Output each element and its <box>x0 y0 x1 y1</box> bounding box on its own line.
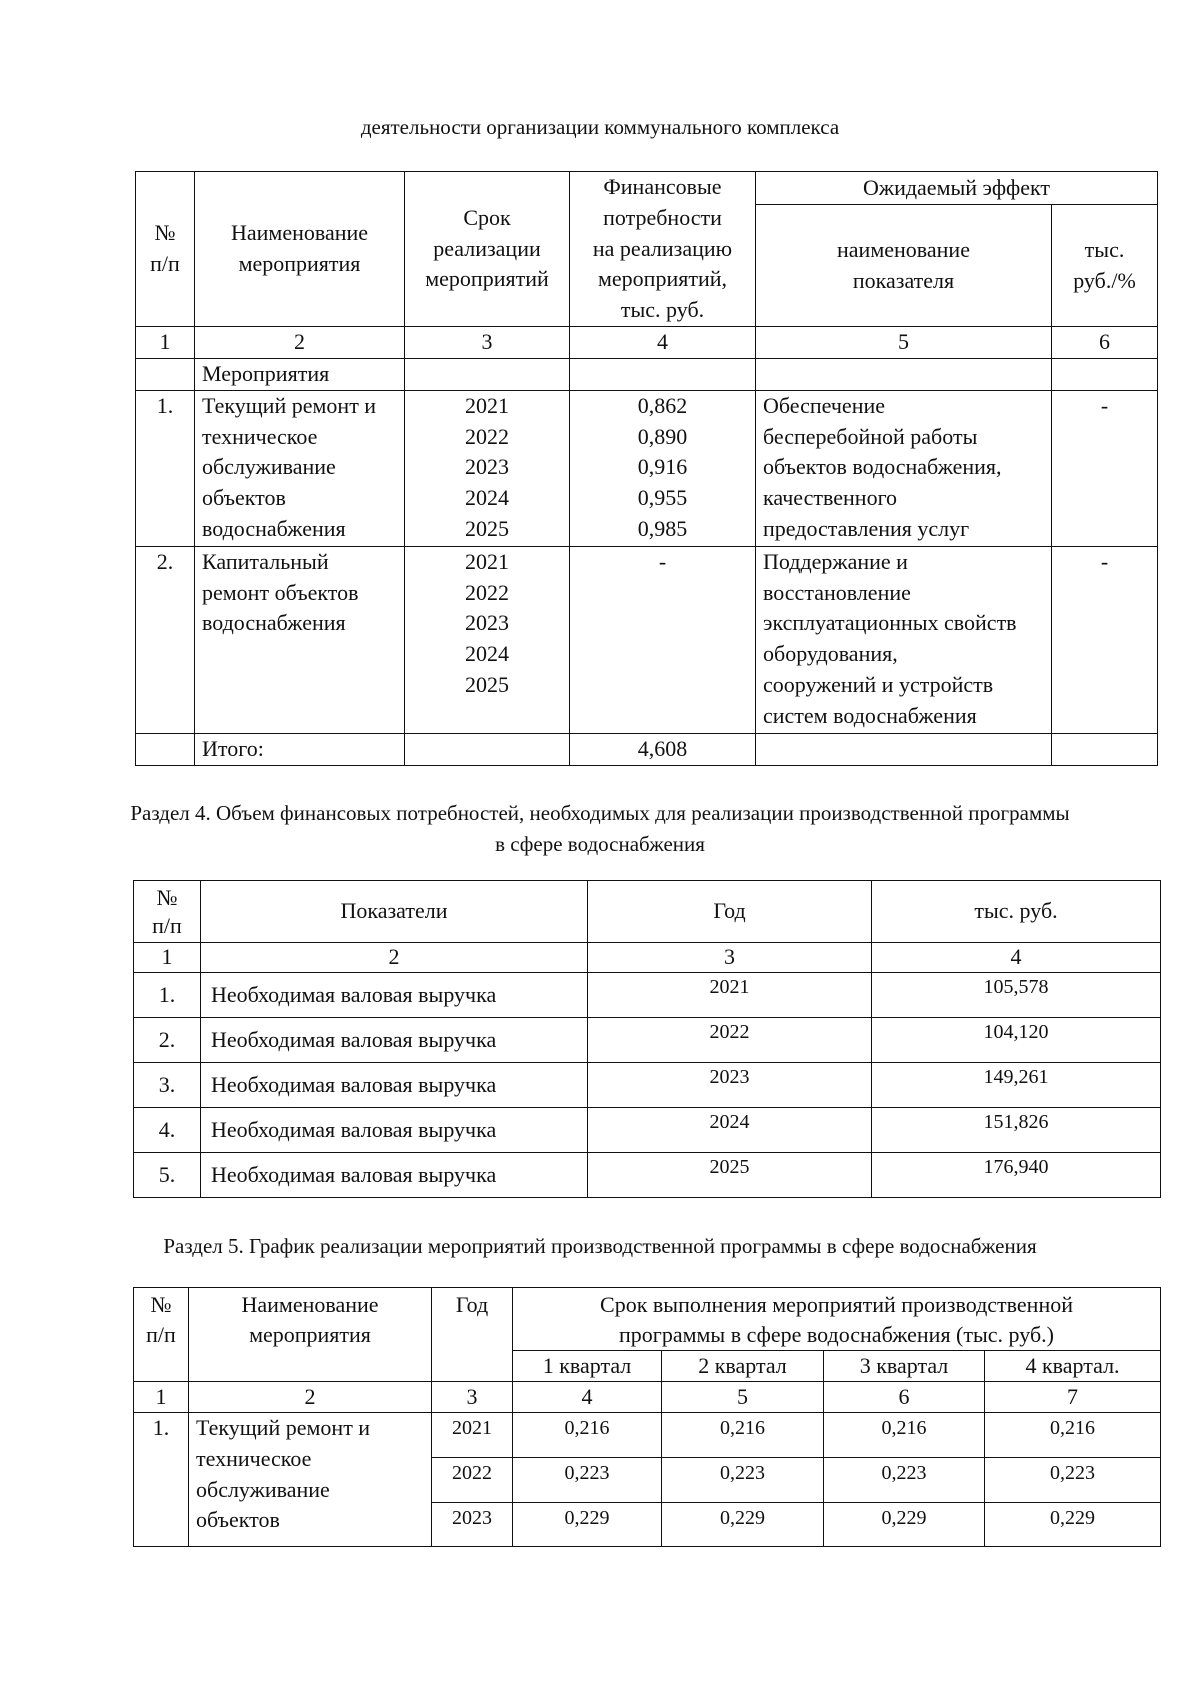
col-number: 6 <box>824 1382 985 1413</box>
row-num: 2. <box>136 546 195 733</box>
group-label: Мероприятия <box>195 359 405 391</box>
col-number: 2 <box>201 943 588 973</box>
header-q3: 3 квартал <box>824 1351 985 1382</box>
col-number: 1 <box>134 943 201 973</box>
row-year: 2022 <box>432 1458 513 1503</box>
header-year: Год <box>432 1288 513 1382</box>
header-num: № п/п <box>134 881 201 943</box>
row-finance: 0,862 0,890 0,916 0,955 0,985 <box>570 390 756 546</box>
row-num: 3. <box>134 1063 201 1108</box>
q2-value: 0,223 <box>662 1458 824 1503</box>
row-year: 2024 <box>588 1108 872 1153</box>
header-indicator: наименование показателя <box>756 205 1052 327</box>
q4-value: 0,223 <box>985 1458 1161 1503</box>
row-name: Текущий ремонт и техническое обслуживание объектов <box>189 1413 432 1547</box>
row-name: Текущий ремонт и техническое обслуживание объектов водоснабжения <box>195 390 405 546</box>
row-unit: - <box>1052 390 1158 546</box>
col-number: 4 <box>513 1382 662 1413</box>
q3-value: 0,229 <box>824 1503 985 1547</box>
header-q1: 1 квартал <box>513 1351 662 1382</box>
q1-value: 0,223 <box>513 1458 662 1503</box>
header-amount: тыс. руб. <box>872 881 1161 943</box>
header-num: № п/п <box>136 172 195 327</box>
col-number: 5 <box>662 1382 824 1413</box>
header-term: Срок реализации мероприятий <box>405 172 570 327</box>
row-year: 2023 <box>588 1063 872 1108</box>
header-term: Срок выполнения мероприятий производственной программы в сфере водоснабжения (тыс. руб.) <box>513 1288 1161 1351</box>
header-num: № п/п <box>134 1288 189 1382</box>
row-num: 1. <box>136 390 195 546</box>
row-num: 1. <box>134 1413 189 1547</box>
row-name: Необходимая валовая выручка <box>201 1108 588 1153</box>
header-effect: Ожидаемый эффект <box>756 172 1158 205</box>
row-effect: Обеспечение бесперебойной работы объектов водоснабжения, качественного предоставления услуг <box>756 390 1052 546</box>
col-number: 4 <box>570 327 756 359</box>
col-number: 2 <box>189 1382 432 1413</box>
col-number: 4 <box>872 943 1161 973</box>
measures-table <box>135 171 1158 766</box>
col-number: 2 <box>195 327 405 359</box>
header-name: Наименование мероприятия <box>195 172 405 327</box>
col-number: 5 <box>756 327 1052 359</box>
header-indicators: Показатели <box>201 881 588 943</box>
row-name: Необходимая валовая выручка <box>201 1153 588 1198</box>
q3-value: 0,216 <box>824 1413 985 1458</box>
q4-value: 0,216 <box>985 1413 1161 1458</box>
row-unit: - <box>1052 546 1158 733</box>
q4-value: 0,229 <box>985 1503 1161 1547</box>
q3-value: 0,223 <box>824 1458 985 1503</box>
header-name: Наименование мероприятия <box>189 1288 432 1382</box>
row-amount: 149,261 <box>872 1063 1161 1108</box>
row-years: 2021 2022 2023 2024 2025 <box>405 390 570 546</box>
col-number: 7 <box>985 1382 1161 1413</box>
row-num: 4. <box>134 1108 201 1153</box>
total-value: 4,608 <box>570 733 756 765</box>
row-amount: 104,120 <box>872 1018 1161 1063</box>
header-q4: 4 квартал. <box>985 1351 1161 1382</box>
row-num: 1. <box>134 973 201 1018</box>
col-number: 1 <box>134 1382 189 1413</box>
row-amount: 105,578 <box>872 973 1161 1018</box>
row-year: 2021 <box>432 1413 513 1458</box>
row-effect: Поддержание и восстановление эксплуатационных свойств оборудования, сооружений и устройств систем водоснабжения <box>756 546 1052 733</box>
row-year: 2021 <box>588 973 872 1018</box>
row-amount: 151,826 <box>872 1108 1161 1153</box>
row-name: Необходимая валовая выручка <box>201 1063 588 1108</box>
col-number: 1 <box>136 327 195 359</box>
col-number: 3 <box>405 327 570 359</box>
header-unit: тыс. руб./% <box>1052 205 1158 327</box>
col-number: 6 <box>1052 327 1158 359</box>
row-amount: 176,940 <box>872 1153 1161 1198</box>
section5-title: Раздел 5. График реализации мероприятий производственной программы в сфере водоснабжения <box>163 1234 1037 1258</box>
schedule-table <box>133 1287 1161 1547</box>
row-year: 2022 <box>588 1018 872 1063</box>
row-finance: - <box>570 546 756 733</box>
total-label: Итого: <box>195 733 405 765</box>
col-number: 3 <box>432 1382 513 1413</box>
q2-value: 0,229 <box>662 1503 824 1547</box>
q1-value: 0,229 <box>513 1503 662 1547</box>
section4-title: Раздел 4. Объем финансовых потребностей, необходимых для реализации производственной программы в сфере водоснабжения <box>130 801 1070 856</box>
row-year: 2023 <box>432 1503 513 1547</box>
row-num: 2. <box>134 1018 201 1063</box>
header-q2: 2 квартал <box>662 1351 824 1382</box>
q1-value: 0,216 <box>513 1413 662 1458</box>
col-number: 3 <box>588 943 872 973</box>
row-num: 5. <box>134 1153 201 1198</box>
row-name: Необходимая валовая выручка <box>201 1018 588 1063</box>
row-years: 2021 2022 2023 2024 2025 <box>405 546 570 733</box>
finance-table <box>133 880 1161 1198</box>
q2-value: 0,216 <box>662 1413 824 1458</box>
row-name: Необходимая валовая выручка <box>201 973 588 1018</box>
top-caption: деятельности организации коммунального комплекса <box>360 115 840 139</box>
header-year: Год <box>588 881 872 943</box>
row-year: 2025 <box>588 1153 872 1198</box>
row-name: Капитальный ремонт объектов водоснабжения <box>195 546 405 733</box>
header-finance: Финансовые потребности на реализацию мероприятий, тыс. руб. <box>570 172 756 327</box>
